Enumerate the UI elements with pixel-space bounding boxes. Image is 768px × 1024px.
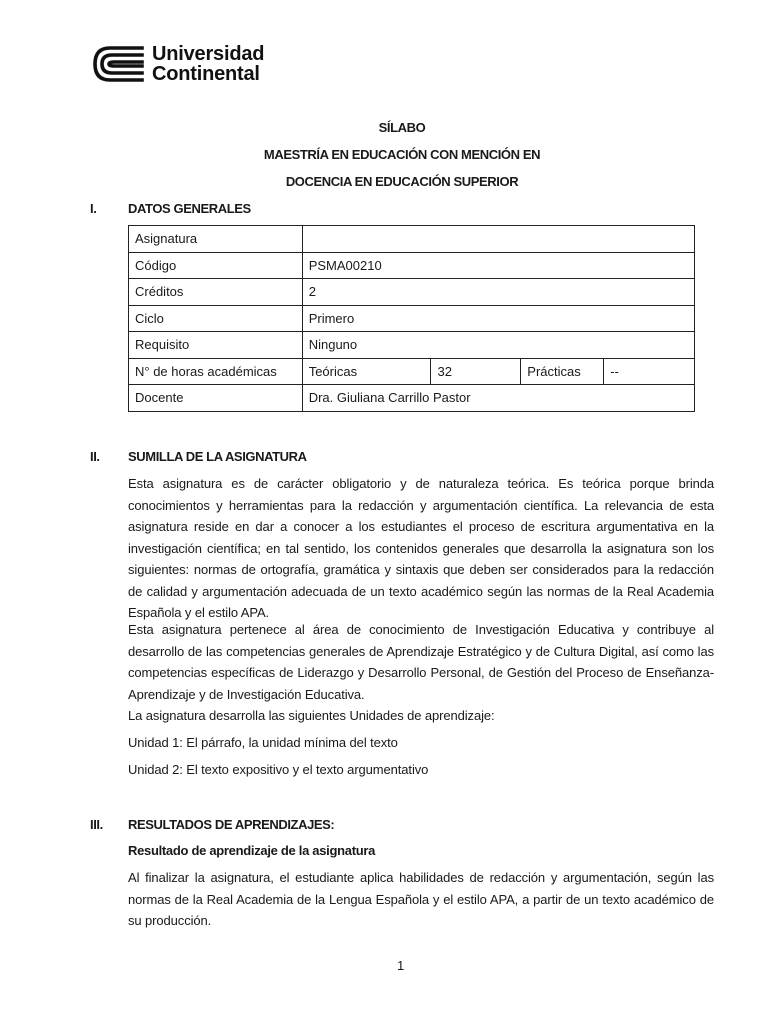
table-row [129, 226, 695, 253]
section-3-number: III. [90, 817, 103, 832]
unit-2: Unidad 2: El texto expositivo y el texto argumentativo [128, 762, 429, 777]
sumilla-paragraph-1: Esta asignatura es de carácter obligatorio y de naturaleza teórica. Es teórica porque brinda conocimientos y herramientas para la redacción y argumentación científica. La relevancia de esta asignatura reside en dar a conocer a los estudiantes el proceso de escritura argumentativa en la investigación científica; en tal sentido, los contenidos generales que desarrolla la asignatura son los siguientes: normas de ortografía, gramática y sintaxis que deben ser considerados para la redacción de calidad y argumentación adecuada de un texto académico según las normas de la Real Academia Española y el estilo APA. [128, 476, 714, 620]
row-value-docente: Dra. Giuliana Carrillo Pastor [302, 385, 694, 412]
row-value-ciclo: Primero [302, 305, 694, 332]
row-value-creditos: 2 [302, 279, 694, 306]
page-number: 1 [397, 958, 405, 973]
table-row [129, 385, 695, 412]
university-logo [92, 44, 264, 84]
row-label-requisito: Requisito [129, 332, 303, 359]
section-1-number: I. [90, 201, 97, 216]
units-intro: La asignatura desarrolla las siguientes Unidades de aprendizaje: [128, 708, 495, 723]
row-label-creditos: Créditos [129, 279, 303, 306]
learning-result-subheading: Resultado de aprendizaje de la asignatura [128, 843, 376, 858]
row-label-asignatura: Asignatura [129, 226, 303, 253]
row-label-docente: Docente [129, 385, 303, 412]
section-2-heading [90, 449, 307, 464]
section-1-heading [90, 201, 251, 216]
table-row [129, 332, 695, 359]
table-row [129, 305, 695, 332]
continental-logo-icon [92, 45, 144, 83]
table-row [129, 252, 695, 279]
section-1-title: DATOS GENERALES [128, 201, 251, 216]
logo-line-1: Universidad [152, 43, 265, 65]
section-3-title: RESULTADOS DE APRENDIZAJES: [128, 817, 335, 832]
table-row [129, 358, 695, 385]
practicas-label: Prácticas [521, 358, 604, 385]
teoricas-label: Teóricas [302, 358, 431, 385]
row-label-codigo: Código [129, 252, 303, 279]
row-value-requisito: Ninguno [302, 332, 694, 359]
teoricas-value: 32 [431, 358, 521, 385]
section-3-heading [90, 817, 334, 832]
unit-1: Unidad 1: El párrafo, la unidad mínima del texto [128, 735, 398, 750]
logo-text [152, 44, 264, 84]
section-2-number: II. [90, 449, 100, 464]
general-data-table [128, 225, 695, 412]
program-title-line-2: DOCENCIA EN EDUCACIÓN SUPERIOR [285, 174, 519, 189]
program-title-line-1: MAESTRÍA EN EDUCACIÓN CON MENCIÓN EN [263, 147, 541, 162]
row-value-codigo: PSMA00210 [302, 252, 694, 279]
practicas-value: -- [604, 358, 695, 385]
sumilla-paragraph-2: Esta asignatura pertenece al área de conocimiento de Investigación Educativa y contribuye al desarrollo de las competencias generales de Aprendizaje Estratégico y de Cultura Digital, así como las competencias específicas de Liderazgo y Desarrollo Personal, de Gestión del Proceso de Enseñanza-Aprendizaje y de Investigación Educativa. [128, 622, 714, 702]
row-value-asignatura [302, 226, 694, 253]
row-label-horas: N° de horas académicas [129, 358, 303, 385]
table-row [129, 279, 695, 306]
learning-result-paragraph: Al finalizar la asignatura, el estudiante aplica habilidades de redacción y argumentación, según las normas de la Real Academia de la Lengua Española y el estilo APA, a partir de un texto académico de su producción. [128, 870, 714, 928]
row-label-ciclo: Ciclo [129, 305, 303, 332]
section-2-title: SUMILLA DE LA ASIGNATURA [128, 449, 307, 464]
logo-line-2: Continental [152, 63, 260, 85]
document-title: SÍLABO [378, 120, 426, 135]
